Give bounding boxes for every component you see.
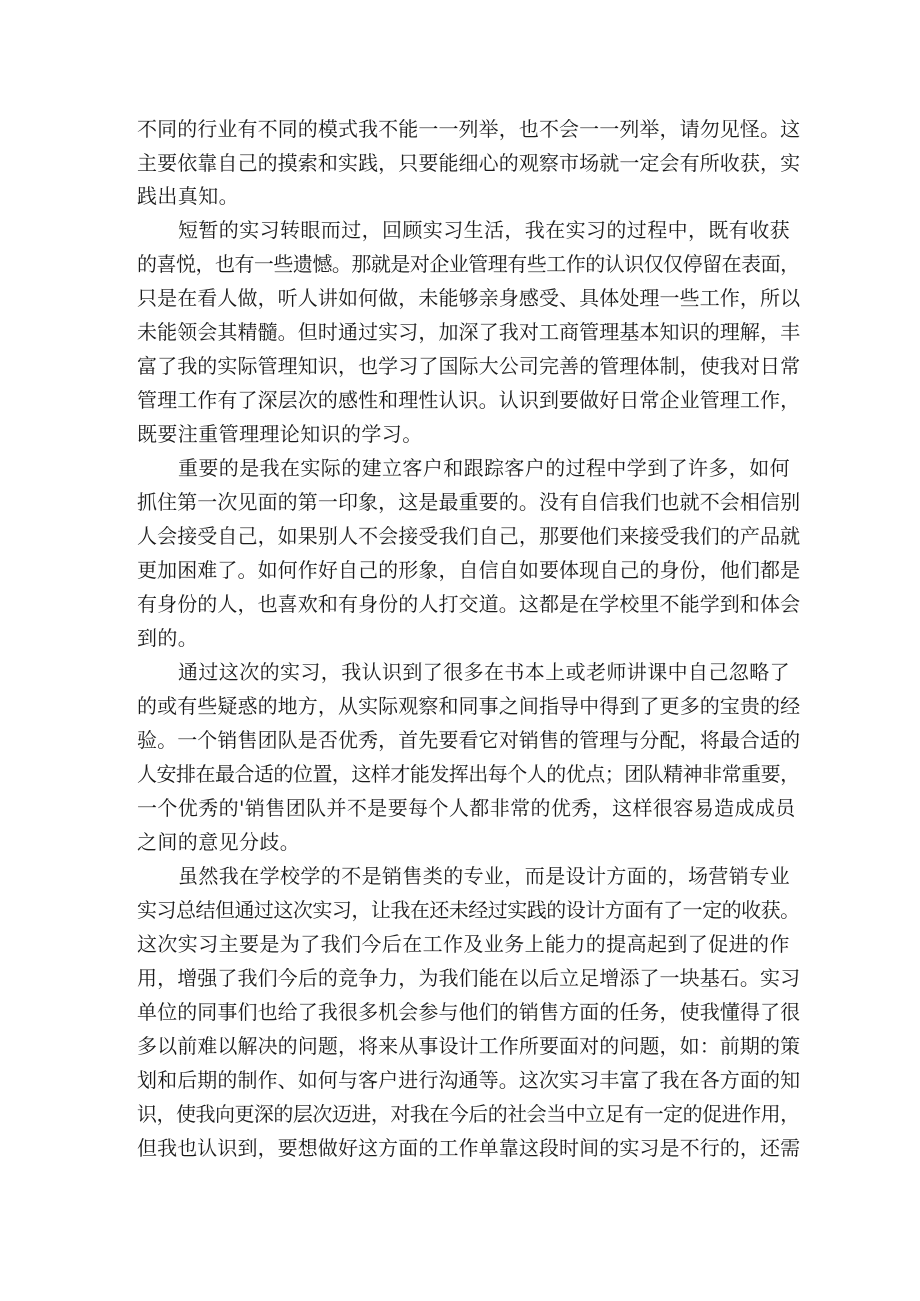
text-line: 管理工作有了深层次的感性和理性认识。认识到要做好日常企业管理工作， bbox=[137, 388, 801, 412]
text-line: 重要的是我在实际的建立客户和跟踪客户的过程中学到了许多，如何 bbox=[178, 456, 790, 480]
text-line: 通过这次的实习，我认识到了很多在书本上或老师讲课中自己忽略了 bbox=[178, 660, 790, 684]
text-line: 富了我的实际管理知识，也学习了国际大公司完善的管理体制，使我对日常 bbox=[137, 354, 801, 378]
text-line: 到的。 bbox=[137, 626, 199, 650]
text-line: 验。一个销售团队是否优秀，首先要看它对销售的管理与分配，将最合适的 bbox=[137, 728, 801, 752]
text-line: 更加困难了。如何作好自己的形象，自信自如要体现自己的身份，他们都是 bbox=[137, 558, 801, 582]
text-line: 这次实习主要是为了我们今后在工作及业务上能力的提高起到了促进的作 bbox=[137, 932, 790, 956]
text-line: 但我也认识到，要想做好这方面的工作单靠这段时间的实习是不行的，还需 bbox=[137, 1136, 801, 1160]
text-line: 用，增强了我们今后的竞争力，为我们能在以后立足增添了一块基石。实习 bbox=[137, 966, 801, 990]
text-line: 实习总结但通过这次实习，让我在还未经过实践的设计方面有了一定的收获。 bbox=[137, 898, 800, 922]
text-line: 单位的同事们也给了我很多机会参与他们的销售方面的任务，使我懂得了很 bbox=[137, 1000, 801, 1024]
text-line: 多以前难以解决的问题，将来从事设计工作所要面对的问题，如：前期的策 bbox=[137, 1034, 801, 1058]
text-line: 划和后期的制作、如何与客户进行沟通等。这次实习丰富了我在各方面的知 bbox=[137, 1068, 801, 1092]
text-line: 有身份的人，也喜欢和有身份的人打交道。这都是在学校里不能学到和体会 bbox=[137, 592, 801, 616]
text-line: 之间的意见分歧。 bbox=[137, 830, 301, 854]
text-line: 只是在看人做，听人讲如何做，未能够亲身感受、具体处理一些工作，所以 bbox=[137, 286, 801, 310]
text-line: 主要依靠自己的摸索和实践，只要能细心的观察市场就一定会有所收获，实 bbox=[137, 151, 801, 175]
text-line: 的喜悦，也有一些遗憾。那就是对企业管理有些工作的认识仅仅停留在表面， bbox=[137, 252, 800, 276]
text-line: 既要注重管理理论知识的学习。 bbox=[137, 422, 423, 446]
text-line: 不同的行业有不同的模式我不能一一列举，也不会一一列举，请勿见怪。这 bbox=[137, 117, 801, 141]
text-line: 虽然我在学校学的不是销售类的专业，而是设计方面的，场营销专业 bbox=[178, 864, 790, 888]
text-line: 的或有些疑惑的地方，从实际观察和同事之间指导中得到了更多的宝贵的经 bbox=[137, 694, 801, 718]
text-line: 人会接受自己，如果别人不会接受我们自己，那要他们来接受我们的产品就 bbox=[137, 524, 801, 548]
text-line: 识，使我向更深的层次迈进，对我在今后的社会当中立足有一定的促进作用， bbox=[137, 1102, 800, 1126]
text-line: 践出真知。 bbox=[137, 184, 239, 208]
text-line: 人安排在最合适的位置，这样才能发挥出每个人的优点；团队精神非常重要， bbox=[137, 762, 800, 786]
text-line: 抓住第一次见面的第一印象，这是最重要的。没有自信我们也就不会相信别 bbox=[137, 490, 801, 514]
text-line: 短暂的实习转眼而过，回顾实习生活，我在实习的过程中，既有收获 bbox=[178, 218, 790, 242]
text-line: 一个优秀的'销售团队并不是要每个人都非常的优秀，这样很容易造成成员 bbox=[137, 796, 796, 820]
text-line: 未能领会其精髓。但时通过实习，加深了我对工商管理基本知识的理解，丰 bbox=[137, 320, 801, 344]
